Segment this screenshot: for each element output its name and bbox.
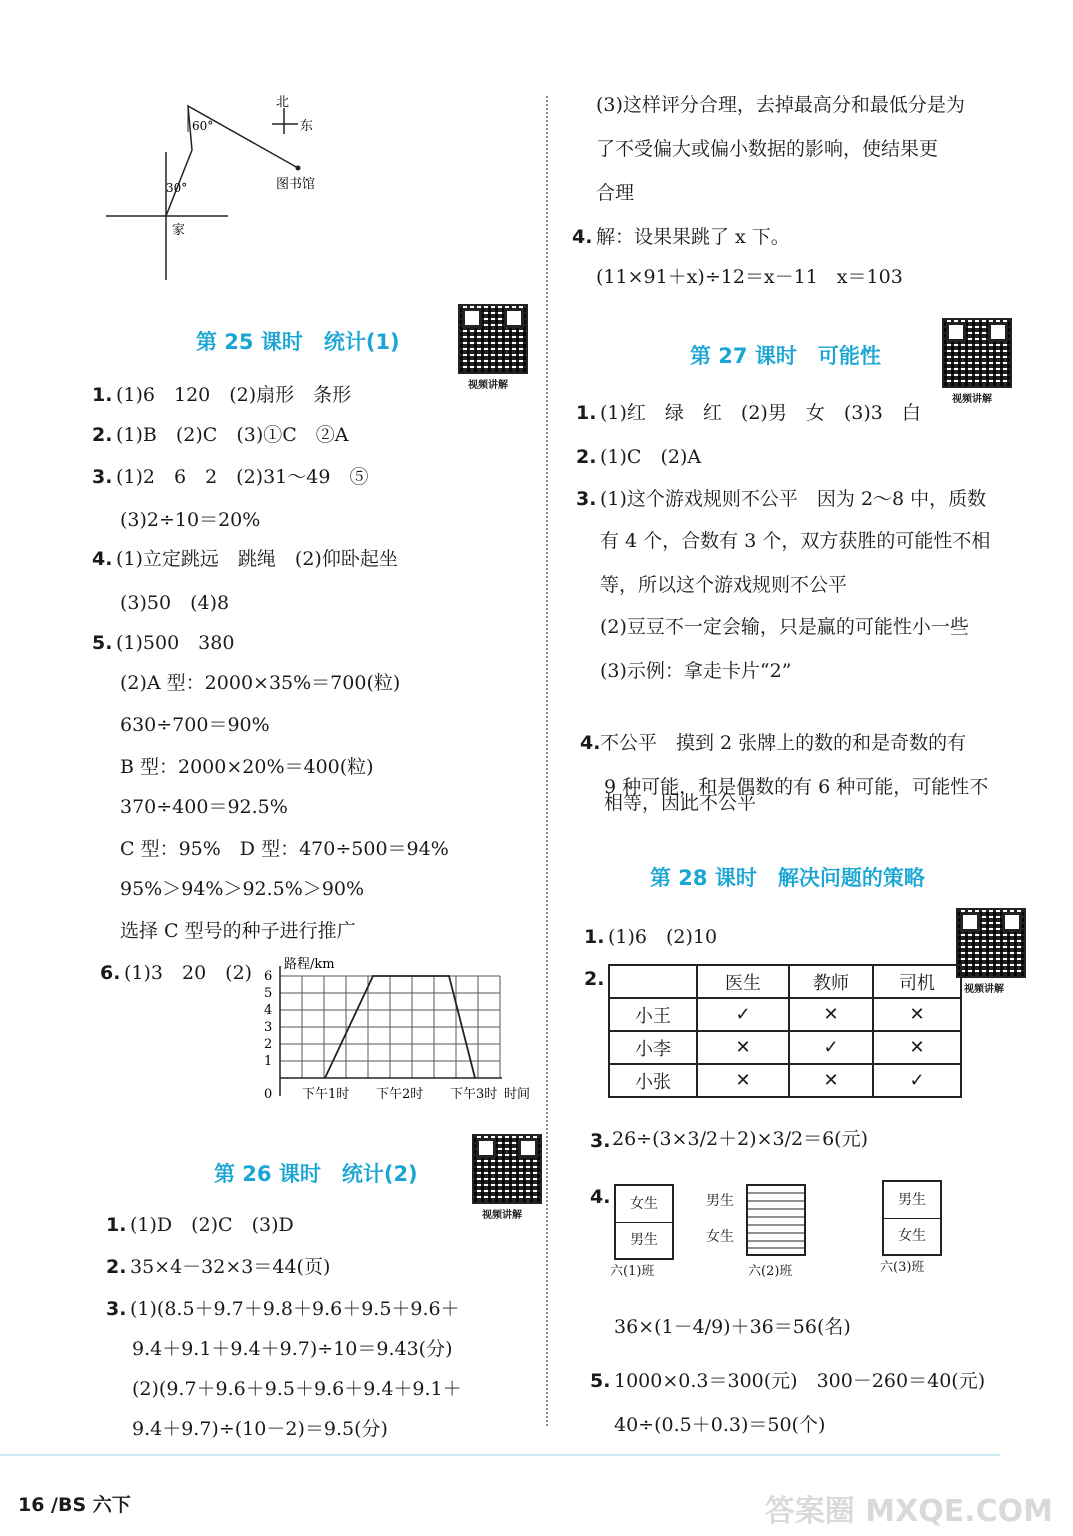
class-3-diagram xyxy=(882,1180,942,1256)
s25-q4a: (1)立定跳远 跳绳 (2)仰卧起坐 xyxy=(116,548,398,570)
s25-q5e: 370÷400＝92.5% xyxy=(120,796,288,818)
s27-q4c: 相等，因此不公平 xyxy=(604,792,757,814)
job-match-table xyxy=(608,964,962,1098)
q-num: 5. xyxy=(590,1370,611,1392)
graph-xtick: 下午1时 xyxy=(302,1087,350,1102)
class-1-diagram xyxy=(614,1184,674,1260)
q-num: 6. xyxy=(100,962,121,984)
table-cell: ✕ xyxy=(789,1064,873,1097)
s25-q1: (1)6 120 (2)扇形 条形 xyxy=(116,384,352,406)
rt-q4a: 解：设果果跳了 x 下。 xyxy=(596,226,790,248)
rt-q4b: (11×91＋x)÷12＝x－11 x＝103 xyxy=(596,266,903,288)
q-num: 1. xyxy=(92,384,113,406)
qr-code-26[interactable] xyxy=(472,1134,542,1204)
s25-q4b: (3)50 (4)8 xyxy=(120,592,230,614)
s26-q3b: 9.4＋9.1＋9.4＋9.7)÷10＝9.43(分) xyxy=(132,1338,453,1360)
s25-q3b: (3)2÷10＝20% xyxy=(120,509,261,531)
qr-code-28[interactable] xyxy=(956,908,1026,978)
table-cell: ✓ xyxy=(789,1031,873,1064)
rt-line3: 合理 xyxy=(596,182,635,204)
qr-label-26: 视频讲解 xyxy=(482,1210,522,1221)
s27-q3d: (2)豆豆不一定会输，只是赢的可能性小一些 xyxy=(600,616,969,638)
table-row-name: 小李 xyxy=(609,1031,697,1064)
direction-map-diagram xyxy=(100,92,340,292)
table-corner xyxy=(609,965,697,998)
table-header: 司机 xyxy=(873,965,961,998)
s26-q3a: (1)(8.5＋9.7＋9.8＋9.6＋9.5＋9.6＋ xyxy=(130,1298,460,1320)
q-num: 3. xyxy=(106,1298,127,1320)
table-cell: ✕ xyxy=(873,998,961,1031)
qr-label-28: 视频讲解 xyxy=(964,984,1004,995)
qr-label-25: 视频讲解 xyxy=(468,380,508,391)
map-angle-30: 30° xyxy=(166,181,188,195)
table-row xyxy=(609,1031,961,1064)
rt-line2: 了不受偏大或偏小数据的影响，使结果更 xyxy=(596,138,939,160)
page-footer: 16 /BS 六下 xyxy=(18,1494,131,1516)
table-cell: ✓ xyxy=(697,998,789,1031)
class-2-diagram xyxy=(746,1184,806,1256)
q-num: 3. xyxy=(576,488,597,510)
class-2-label: 六(2)班 xyxy=(748,1264,793,1279)
table-cell: ✕ xyxy=(873,1031,961,1064)
class-3-boy: 男生 xyxy=(884,1182,940,1219)
map-library-label: 图书馆 xyxy=(276,177,316,192)
graph-ytick: 4 xyxy=(264,1003,273,1018)
table-cell: ✓ xyxy=(873,1064,961,1097)
q-num: 4. xyxy=(572,226,593,248)
qr-code-27[interactable] xyxy=(942,318,1012,388)
class-1-label: 六(1)班 xyxy=(610,1264,655,1279)
s28-q5a: 1000×0.3＝300(元) 300－260＝40(元) xyxy=(614,1370,986,1392)
section-27-title: 第 27 课时 可能性 xyxy=(690,344,881,368)
watermark: 答案圈 MXQE.COM xyxy=(764,1494,1053,1529)
class-2-boy: 男生 xyxy=(706,1193,734,1209)
class-3-girl: 女生 xyxy=(898,1228,926,1244)
distance-time-graph xyxy=(254,956,540,1112)
s26-q1: (1)D (2)C (3)D xyxy=(130,1214,294,1236)
s25-q5f: C 型：95% D 型：470÷500＝94% xyxy=(120,838,449,860)
s28-q5b: 40÷(0.5＋0.3)＝50(个) xyxy=(614,1414,826,1436)
s25-q3a: (1)2 6 2 (2)31～49 ⑤ xyxy=(116,466,369,488)
s25-q5c: 630÷700＝90% xyxy=(120,714,270,736)
s28-q3: 26÷(3×3/2＋2)×3/2＝6(元) xyxy=(612,1128,869,1150)
q-num: 3. xyxy=(92,466,113,488)
q-num: 4. xyxy=(92,548,113,570)
table-cell: ✕ xyxy=(697,1064,789,1097)
q-num: 1. xyxy=(106,1214,127,1236)
graph-ylabel: 路程/km xyxy=(284,957,335,972)
rt-line1: (3)这样评分合理，去掉最高分和最低分是为 xyxy=(596,94,965,116)
footer-line xyxy=(0,1454,1000,1456)
s27-q3e: (3)示例：拿走卡片“2” xyxy=(600,660,792,682)
graph-ytick: 5 xyxy=(264,986,273,1001)
section-25-title: 第 25 课时 统计(1) xyxy=(196,330,400,354)
q-num: 5. xyxy=(92,632,113,654)
class-1-boy: 男生 xyxy=(630,1232,658,1248)
column-divider xyxy=(546,96,548,1426)
graph-xtick: 下午2时 xyxy=(376,1087,424,1102)
s27-q1: (1)红 绿 红 (2)男 女 (3)3 白 xyxy=(600,402,921,424)
q-num: 2. xyxy=(106,1256,127,1278)
s25-q6: (1)3 20 (2) xyxy=(124,962,253,984)
class-1-girl: 女生 xyxy=(616,1186,672,1223)
q-num: 1. xyxy=(584,926,605,948)
q-num: 4. xyxy=(580,732,601,754)
map-home-label: 家 xyxy=(172,223,186,238)
s27-q2: (1)C (2)A xyxy=(600,446,702,468)
graph-xlabel: 时间 xyxy=(504,1087,531,1102)
graph-xtick: 下午3时 xyxy=(450,1087,498,1102)
s26-q3d: 9.4＋9.7)÷(10－2)＝9.5(分) xyxy=(132,1418,388,1440)
class-3-label: 六(3)班 xyxy=(880,1260,925,1275)
map-north-label: 北 xyxy=(276,95,290,110)
table-row xyxy=(609,1064,961,1097)
table-row-name: 小张 xyxy=(609,1064,697,1097)
map-angle-60: 60° xyxy=(192,119,214,133)
graph-ytick: 3 xyxy=(264,1020,273,1035)
s25-q5b: (2)A 型：2000×35%＝700(粒) xyxy=(120,672,401,694)
table-header-row xyxy=(609,965,961,998)
table-row-name: 小王 xyxy=(609,998,697,1031)
table-cell: ✕ xyxy=(697,1031,789,1064)
s25-q5h: 选择 C 型号的种子进行推广 xyxy=(120,920,356,942)
s26-q3c: (2)(9.7＋9.6＋9.5＋9.6＋9.4＋9.1＋ xyxy=(132,1378,462,1400)
graph-ytick: 6 xyxy=(264,969,273,984)
s27-q3b: 有 4 个，合数有 3 个，双方获胜的可能性不相 xyxy=(600,530,991,552)
s25-q5a: (1)500 380 xyxy=(116,632,235,654)
section-26-title: 第 26 课时 统计(2) xyxy=(214,1162,418,1186)
s27-q3c: 等，所以这个游戏规则不公平 xyxy=(600,574,848,596)
s27-q4b: 9 种可能，和是偶数的有 6 种可能，可能性不 xyxy=(604,776,989,798)
q-num: 2. xyxy=(92,424,113,446)
s25-q5d: B 型：2000×20%＝400(粒) xyxy=(120,756,374,778)
section-28-title: 第 28 课时 解决问题的策略 xyxy=(650,866,925,890)
s28-q1: (1)6 (2)10 xyxy=(608,926,718,948)
q-num: 1. xyxy=(576,402,597,424)
map-east-label: 东 xyxy=(300,119,314,134)
graph-ytick: 0 xyxy=(264,1087,273,1102)
q-num: 4. xyxy=(590,1186,611,1208)
class-2-girl: 女生 xyxy=(706,1229,734,1245)
s28-q4-formula: 36×(1－4/9)＋36＝56(名) xyxy=(614,1316,851,1338)
graph-ytick: 2 xyxy=(264,1037,273,1052)
qr-label-27: 视频讲解 xyxy=(952,394,992,405)
s25-q5g: 95%＞94%＞92.5%＞90% xyxy=(120,878,365,900)
s27-q3a: (1)这个游戏规则不公平 因为 2～8 中，质数 xyxy=(600,488,987,510)
table-header: 教师 xyxy=(789,965,873,998)
graph-ytick: 1 xyxy=(264,1054,273,1069)
table-cell: ✕ xyxy=(789,998,873,1031)
qr-code-25[interactable] xyxy=(458,304,528,374)
q-num: 2. xyxy=(576,446,597,468)
q-num: 3. xyxy=(590,1130,611,1152)
table-header: 医生 xyxy=(697,965,789,998)
s25-q2: (1)B (2)C (3)①C ②A xyxy=(116,424,349,446)
s27-q4a: 不公平 摸到 2 张牌上的数的和是奇数的有 xyxy=(600,732,967,754)
q-num: 2. xyxy=(584,968,605,990)
s26-q2: 35×4－32×3＝44(页) xyxy=(130,1256,331,1278)
table-row xyxy=(609,998,961,1031)
